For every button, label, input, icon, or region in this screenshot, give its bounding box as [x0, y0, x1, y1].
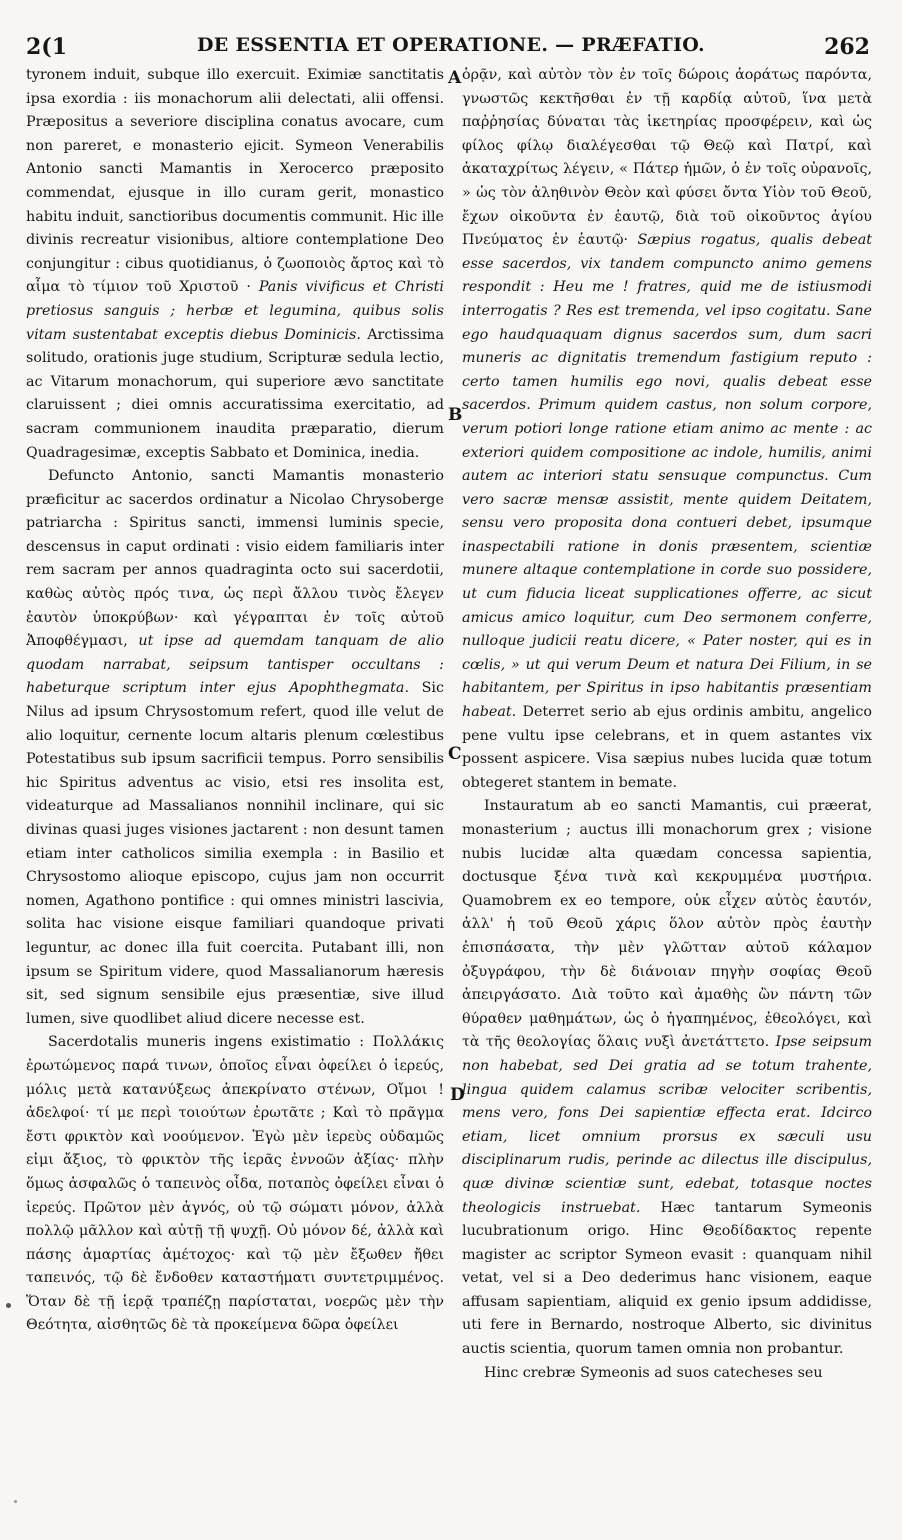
text-run: Arctissima solitudo, orationis juge studium, Scripturæ sedula lectio, ac Vitarum monachorum, qui superiore ævo sanctitate claruissent ; diei omnis accuratissima exercitatio, ad sacram communionem inaudita præparatio, dierum Quadragesimæ, exceptis Sabbato et Dominica, inedia. [26, 326, 444, 461]
margin-marker-c: C [448, 744, 462, 764]
paragraph [462, 795, 872, 1361]
paragraph [462, 1362, 872, 1386]
page-number-left: 2(1 [26, 34, 68, 60]
text-run: Hæc tantarum Symeonis lucubrationum origo. Hinc Θεοδίδακτος repente magister ac scriptor Symeon evasit : quanquam nihil vetat, vel si a Deo dederimus hanc visionem, eaque affusam sapientiam, aliquid ex genio ipsum addidisse, uti fere in Bernardo, nostroque Alberto, sic divinitus auctis scientia, quorum tamen omnia non probantur. [462, 1199, 872, 1358]
text-run: Defuncto Antonio, sancti Mamantis monasterio præficitur ac sacerdos ordinatur a Nicolao Chrysoberge patriarcha : Spiritus sancti, immensi luminis specie, descensus in caput ordinati : visio eidem familiaris inter rem sacram per annos quadraginta octo sui sacerdotii, καθὼς αὐτὸς πρός τινα, ὡς περὶ ἄλλου τινὸς ἔλεγεν ἑαυτὸν ὑποκρύβων· καὶ γέγραπται ἐν τοῖς αὐτοῦ Ἀποφθέγμασι, [26, 468, 444, 650]
italic-text-run: Panis vivificus et Christi pretiosus sanguis ; herbæ et legumina, quibus solis vitam sustentabat exceptis diebus Dominicis. [26, 279, 444, 343]
paragraph [462, 64, 872, 795]
italic-text-run: Sæpius rogatus, qualis debeat esse sacerdos, vix tandem compuncto animo gemens respondit : Heu me ! fratres, quid me de istiusmodi interrogatis ? Res est tremenda, vel ipso cogitatu. Sane ego haudquaquam dignus sacerdos sum, dum sacri muneris ac dignitatis tremendum fastigium reputo : certo tamen humilis ego novi, qualis debeat esse sacerdos. Primum quidem castus, non solum corpore, verum potiori longe ratione etiam animo ac mente : ac exteriori quidem compositione ac indole, humilis, animi autem ac interiori statu sensuque compunctus. Cum vero sacræ mensæ assistit, mente quidem Deitatem, sensu vero proposita dona contueri debet, ipsumque inaspectabili ratione in donis præsentem, scientiæ munere altaque contemplatione in corde suo possidere, ut cum fiducia liceat supplicationes offerre, ac sicut amicus amico loquitur, cum Deo sermonem conferre, nulloque judicii reatu dicere, « Pater noster, qui es in cœlis, » ut qui verum Deum et natura Dei Filium, in se habitantem, per Spiritus in ipso habitantis præsentiam habeat. [462, 232, 872, 721]
left-column [26, 64, 444, 1512]
print-speck [6, 1303, 11, 1308]
text-run: tyronem induit, subque illo exercuit. Eximiæ sanctitatis ipsa exordia : iis monachorum alii delectati, alii offensi. Præpositus a severiore disciplina conatus avocare, cum non pareret, e monasterio ejicit. Symeon Venerabilis Antonio sancti Mamantis in Xerocerco præposito commendat, ejusque in illo curam gerit, monastico habitu induit, sanctioribus documentis communit. Hic ille divinis recreatur visionibus, altiore contemplatione Deo conjungitur : cibus quotidianus, ὁ ζωοποιὸς ἄρτος καὶ τὸ αἷμα τὸ τίμιον τοῦ Χριστοῦ · [26, 67, 444, 296]
paragraph [26, 64, 444, 465]
running-title: DE ESSENTIA ET OPERATIONE. — PRÆFATIO. [197, 34, 705, 56]
text-run: Instauratum ab eo sancti Mamantis, cui præerat, monasterium ; auctus illi monachorum grex ; visione nubis lucidæ alta quædam concessa sapientia, doctusque ξένα τινὰ καὶ κεκρυμμένα μυστήρια. Quamobrem ex eo tempore, οὐκ εἶχεν αὐτὸς ἑαυτόν, ἀλλ' ἡ τοῦ Θεοῦ χάρις ὅλον αὐτὸν πρὸς ἑαυτὴν ἐπισπάσατα, τὴν μὲν γλῶτταν αὐτοῦ κάλαμον ὀξυγράφου, τὴν δὲ διάνοιαν πηγὴν σοφίας Θεοῦ ἀπειργάσατο. Διὰ τοῦτο καὶ ἀμαθὴς ὢν πάντη τῶν θύραθεν μαθημάτων, ὡς ὁ ἠγαπημένος, ἐθεολόγει, καὶ τὰ τῆς θεολογίας ὅλαις νυξὶ ἀνετάττετο. [462, 798, 872, 1051]
text-run: Hinc crebræ Symeonis ad suos catecheses seu [484, 1364, 823, 1381]
paragraph [26, 1031, 444, 1338]
print-speck [14, 1500, 17, 1503]
italic-text-run: Ipse seipsum non habebat, sed Dei gratia ad se totum trahente, lingua quidem calamus scribæ velociter scribentis, mens vero, fons Dei sapientiæ effecta erat. Idcirco etiam, licet omnium prorsus ex sæculi usu disciplinarum rudis, perinde ac dilectus ille discipulus, quæ divinæ scientiæ sunt, edebat, totasque noctes theologicis instruebat. [462, 1034, 872, 1216]
paragraph [26, 465, 444, 1031]
text-run: Sacerdotalis muneris ingens existimatio : Πολλάκις ἐρωτώμενος παρά τινων, ὁποῖος εἶναι ὀφείλει ὁ ἱερεύς, μόλις μετὰ κατανύξεως ἀπεκρίνατο στένων, Οἴμοι ! ἀδελφοί· τί με περὶ τοιούτων ἐρωτᾶτε ; Καὶ τὸ πρᾶγμα ἔστι φρικτὸν καὶ νοούμενον. Ἐγὼ μὲν ἱερεὺς οὐδαμῶς εἰμι ἄξιος, τὸ φρικτὸν τῆς ἱερᾶς ἐννοῶν ἀξίας· πλὴν ὅμως ἀσφαλῶς ὁ ταπεινὸς οἶδα, ποταπὸς ὀφείλει εἶναι ὁ ἱερεύς. Πρῶτον μὲν ἁγνός, οὐ τῷ σώματι μόνον, ἀλλὰ πολλῷ μᾶλλον καὶ αὐτῇ τῇ ψυχῇ. Οὐ μόνον δέ, ἀλλὰ καὶ πάσης ἁμαρτίας ἀμέτοχος· καὶ τῷ μὲν ἔξωθεν ἤθει ταπεινός, τῷ δὲ ἔνδοθεν καταστήματι συντετριμμένος. Ὅταν δὲ τῇ ἱερᾷ τραπέζῃ παρίσταται, νοερῶς μὲν τὴν Θεότητα, αἰσθητῶς δὲ τὰ προκείμενα δῶρα ὀφείλει [26, 1034, 444, 1334]
margin-marker-d: D [450, 1085, 465, 1105]
italic-text-run: ut ipse ad quemdam tanquam de alio quodam narrabat, seipsum tantisper occultans : habeturque scriptum inter ejus Apophthegmata. [26, 633, 444, 697]
margin-marker-a: A [448, 68, 462, 88]
text-run: ὁρᾷν, καὶ αὐτὸν τὸν ἐν τοῖς δώροις ἀοράτως παρόντα, γνωστῶς κεκτῆσθαι ἐν τῇ καρδίᾳ αὐτοῦ, ἵνα μετὰ παῤῥησίας δύναται τὰς ἱκετηρίας προσφέρειν, καὶ ὡς φίλος φίλῳ διαλέγεσθαι τῷ Θεῷ καὶ Πατρί, καὶ ἀκαταχρίτως λέγειν, « Πάτερ ἡμῶν, ὁ ἐν τοῖς οὐρανοῖς, » ὡς τὸν ἀληθινὸν Θεὸν καὶ φύσει ὄντα Υἱὸν τοῦ Θεοῦ, ἔχων οἰκοῦντα ἐν ἑαυτῷ, διὰ τοῦ οἰκοῦντος ἁγίου Πνεύματος ἐν ἑαυτῷ· [462, 67, 872, 249]
text-run: Sic Nilus ad ipsum Chrysostomum refert, quod ille velut de alio loquitur, cernente locum altaris plenum cœlestibus Potestatibus sub ipsum sacrificii tempus. Porro sensibilis hic Spiritus adventus ac visio, etsi res insolita est, videaturque ad Massalianos nonnihil inclinare, qui sic divinas quasi juges visiones jactarent : non desunt tamen etiam inter catholicos similia exempla : in Basilio et Chrysostomo alioque episcopo, cujus jam non occurrit nomen, Agathono pontifice : qui omnes ministri lascivia, solita hac visione eisque familiari quandoque privati leguntur, ac donec illa fuit coercita. Putabant illi, non ipsum se Spiritum videre, quod Massalianorum hæresis sit, sed signum sensibile ejus præsentiæ, sive illud lumen, sive quodlibet aliud dicere necesse est. [26, 680, 444, 1027]
right-column [462, 64, 872, 1512]
margin-marker-b: B [448, 405, 463, 425]
text-run: Deterret serio ab ejus ordinis ambitu, angelico pene vultu ipse celebrans, et in quem astantes vix possent aspicere. Visa sæpius nubes lucida quæ totum obtegeret stantem in bemate. [462, 704, 872, 791]
page-number-right: 262 [824, 34, 870, 60]
